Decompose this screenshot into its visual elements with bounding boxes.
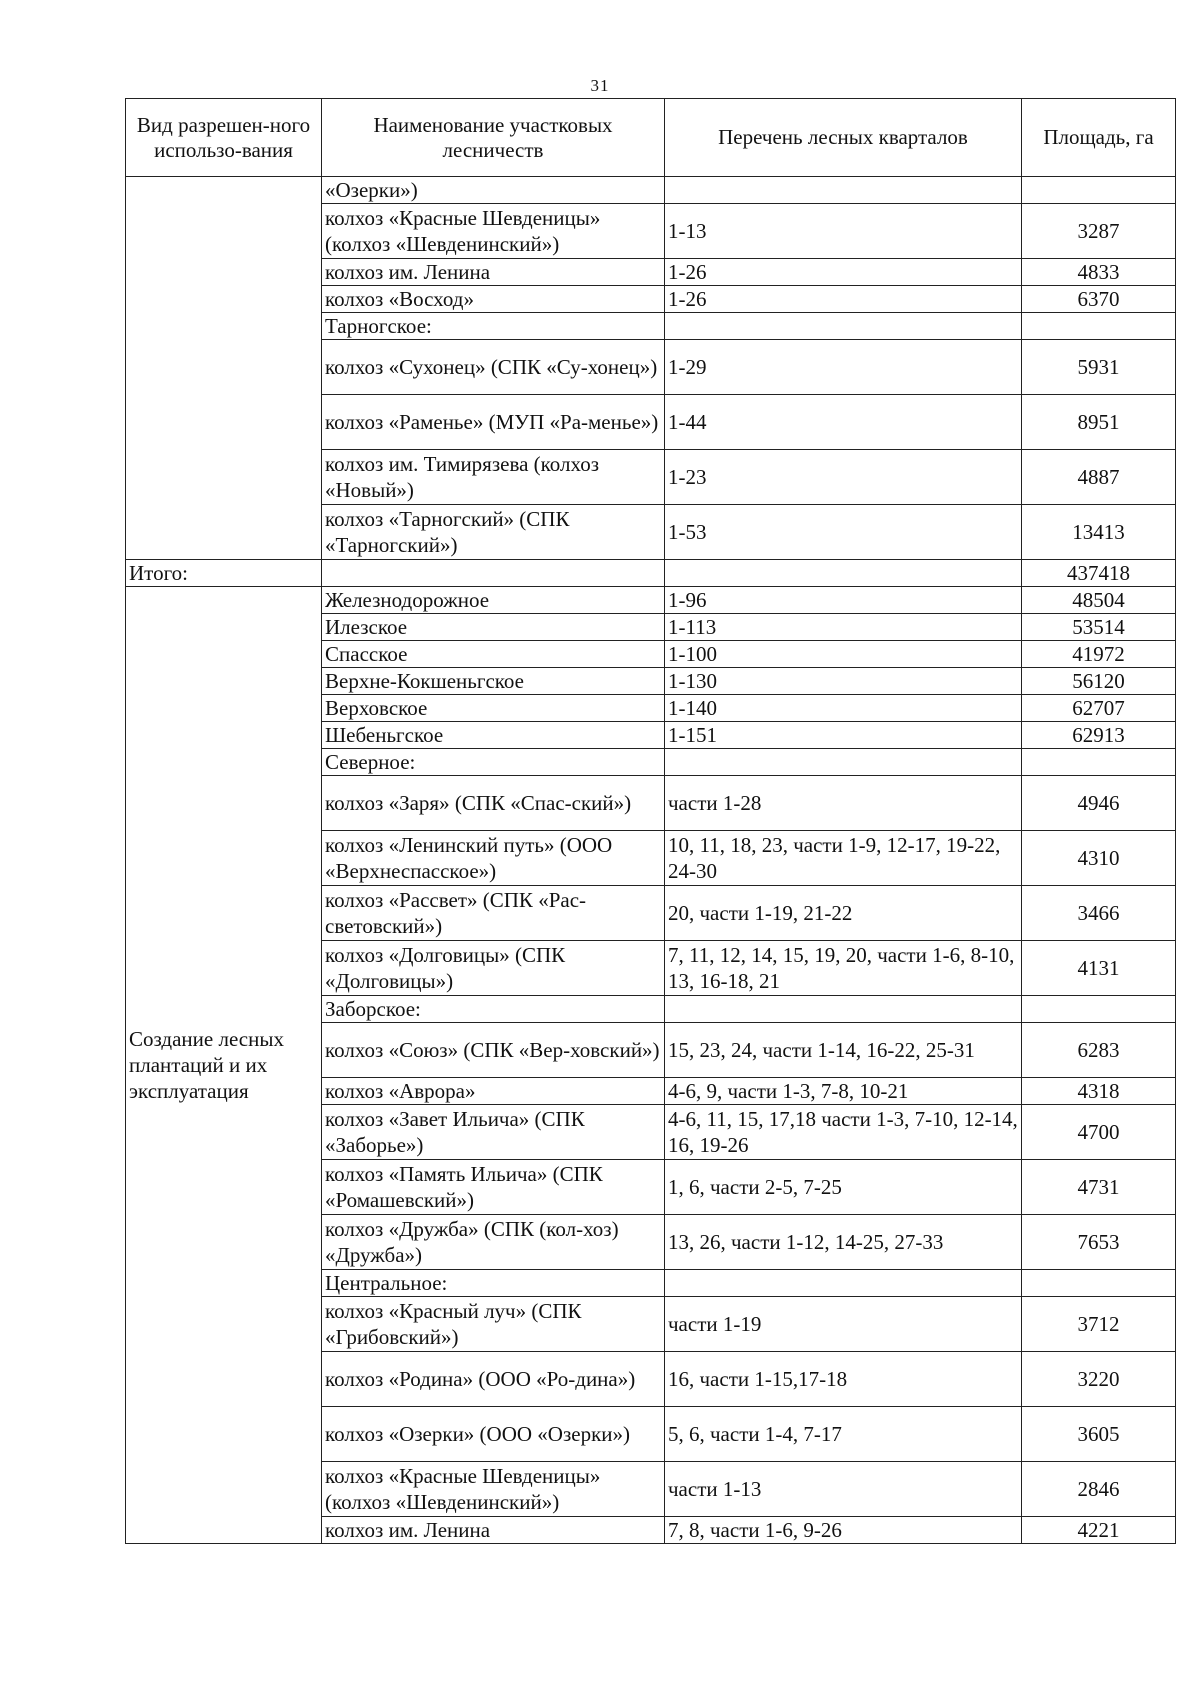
table-row <box>126 587 1176 614</box>
quarters-cell: части 1-13 <box>665 1462 1022 1517</box>
area-cell: 4887 <box>1022 450 1176 505</box>
district-name-cell: колхоз «Завет Ильича» (СПК «Заборье») <box>322 1105 665 1160</box>
district-name-cell: колхоз «Восход» <box>322 286 665 313</box>
header-quarters-list: Перечень лесных кварталов <box>665 99 1022 177</box>
district-name-cell: Верхне-Кокшеньгское <box>322 668 665 695</box>
area-cell: 4310 <box>1022 831 1176 886</box>
quarters-cell: 1-96 <box>665 587 1022 614</box>
district-name-cell: Шебеньгское <box>322 722 665 749</box>
quarters-cell <box>665 177 1022 204</box>
area-cell: 4946 <box>1022 776 1176 831</box>
area-cell: 7653 <box>1022 1215 1176 1270</box>
quarters-cell: 13, 26, части 1-12, 14-25, 27-33 <box>665 1215 1022 1270</box>
quarters-cell: 1-26 <box>665 259 1022 286</box>
quarters-cell: 1-44 <box>665 395 1022 450</box>
district-name-cell: Северное: <box>322 749 665 776</box>
area-cell <box>1022 177 1176 204</box>
district-name-cell: колхоз «Ленинский путь» (ООО «Верхнеспасское») <box>322 831 665 886</box>
table-header-row <box>126 99 1176 177</box>
district-name-cell: колхоз «Красные Шевденицы» (колхоз «Шевденинский») <box>322 1462 665 1517</box>
district-name-cell: колхоз «Раменье» (МУП «Ра-менье») <box>322 395 665 450</box>
quarters-cell <box>665 313 1022 340</box>
area-cell: 3712 <box>1022 1297 1176 1352</box>
page-number: 31 <box>590 76 610 95</box>
quarters-cell: 1-151 <box>665 722 1022 749</box>
district-name-cell: колхоз «Красные Шевденицы» (колхоз «Шевденинский») <box>322 204 665 259</box>
quarters-cell: 20, части 1-19, 21-22 <box>665 886 1022 941</box>
area-cell: 3220 <box>1022 1352 1176 1407</box>
quarters-cell <box>665 1270 1022 1297</box>
district-name-cell: Железнодорожное <box>322 587 665 614</box>
area-cell: 6283 <box>1022 1023 1176 1078</box>
area-cell <box>1022 313 1176 340</box>
area-cell: 53514 <box>1022 614 1176 641</box>
total-area: 437418 <box>1022 560 1176 587</box>
district-name-cell: Спасское <box>322 641 665 668</box>
district-name-cell: колхоз «Красный луч» (СПК «Грибовский») <box>322 1297 665 1352</box>
area-cell: 4131 <box>1022 941 1176 996</box>
area-cell: 3466 <box>1022 886 1176 941</box>
district-name-cell: колхоз «Союз» (СПК «Вер-ховский») <box>322 1023 665 1078</box>
area-cell: 4318 <box>1022 1078 1176 1105</box>
quarters-cell: 1-26 <box>665 286 1022 313</box>
quarters-cell: 1-13 <box>665 204 1022 259</box>
quarters-cell <box>665 749 1022 776</box>
district-name-cell: колхоз им. Ленина <box>322 259 665 286</box>
quarters-cell: 1-113 <box>665 614 1022 641</box>
area-cell: 4731 <box>1022 1160 1176 1215</box>
district-name-cell: Верховское <box>322 695 665 722</box>
usage-type-plantations: Создание лесных плантаций и их эксплуатация <box>126 587 322 1544</box>
district-name-cell: колхоз «Память Ильича» (СПК «Ромашевский») <box>322 1160 665 1215</box>
area-cell: 56120 <box>1022 668 1176 695</box>
district-name-cell: колхоз им. Ленина <box>322 1517 665 1544</box>
quarters-cell: 1-23 <box>665 450 1022 505</box>
district-name-cell: колхоз «Родина» (ООО «Ро-дина») <box>322 1352 665 1407</box>
area-cell: 4221 <box>1022 1517 1176 1544</box>
forest-quarters-table <box>125 98 1176 1544</box>
area-cell <box>1022 1270 1176 1297</box>
quarters-cell: 10, 11, 18, 23, части 1-9, 12-17, 19-22, 24-30 <box>665 831 1022 886</box>
header-usage-type: Вид разрешен-ного использо-вания <box>126 99 322 177</box>
quarters-cell: 15, 23, 24, части 1-14, 16-22, 25-31 <box>665 1023 1022 1078</box>
quarters-cell: 1-53 <box>665 505 1022 560</box>
quarters-cell: 1-100 <box>665 641 1022 668</box>
total-empty-cell <box>665 560 1022 587</box>
district-name-cell: Тарногское: <box>322 313 665 340</box>
district-name-cell: колхоз «Аврора» <box>322 1078 665 1105</box>
district-name-cell: «Озерки») <box>322 177 665 204</box>
quarters-cell: 1-29 <box>665 340 1022 395</box>
district-name-cell: колхоз им. Тимирязева (колхоз «Новый») <box>322 450 665 505</box>
area-cell: 62707 <box>1022 695 1176 722</box>
header-district-name: Наименование участковых лесничеств <box>322 99 665 177</box>
district-name-cell: колхоз «Дружба» (СПК (кол-хоз) «Дружба») <box>322 1215 665 1270</box>
total-label: Итого: <box>126 560 322 587</box>
total-row <box>126 560 1176 587</box>
district-name-cell: колхоз «Заря» (СПК «Спас-ский») <box>322 776 665 831</box>
area-cell: 48504 <box>1022 587 1176 614</box>
area-cell: 62913 <box>1022 722 1176 749</box>
area-cell: 6370 <box>1022 286 1176 313</box>
usage-type-continued-cell <box>126 177 322 560</box>
header-area: Площадь, га <box>1022 99 1176 177</box>
district-name-cell: колхоз «Тарногский» (СПК «Тарногский») <box>322 505 665 560</box>
area-cell: 13413 <box>1022 505 1176 560</box>
district-name-cell: колхоз «Рассвет» (СПК «Рас-световский») <box>322 886 665 941</box>
quarters-cell: 1-140 <box>665 695 1022 722</box>
district-name-cell: Илезское <box>322 614 665 641</box>
quarters-cell: 1-130 <box>665 668 1022 695</box>
quarters-cell: 4-6, 11, 15, 17,18 части 1-3, 7-10, 12-14, 16, 19-26 <box>665 1105 1022 1160</box>
district-name-cell: Заборское: <box>322 996 665 1023</box>
area-cell: 8951 <box>1022 395 1176 450</box>
quarters-cell: части 1-28 <box>665 776 1022 831</box>
district-name-cell: колхоз «Озерки» (ООО «Озерки») <box>322 1407 665 1462</box>
quarters-cell: 4-6, 9, части 1-3, 7-8, 10-21 <box>665 1078 1022 1105</box>
quarters-cell <box>665 996 1022 1023</box>
area-cell: 2846 <box>1022 1462 1176 1517</box>
quarters-cell: 7, 11, 12, 14, 15, 19, 20, части 1-6, 8-10, 13, 16-18, 21 <box>665 941 1022 996</box>
area-cell: 3287 <box>1022 204 1176 259</box>
area-cell: 5931 <box>1022 340 1176 395</box>
quarters-cell: 1, 6, части 2-5, 7-25 <box>665 1160 1022 1215</box>
quarters-cell: 5, 6, части 1-4, 7-17 <box>665 1407 1022 1462</box>
area-cell <box>1022 996 1176 1023</box>
total-empty-cell <box>322 560 665 587</box>
quarters-cell: 16, части 1-15,17-18 <box>665 1352 1022 1407</box>
area-cell: 3605 <box>1022 1407 1176 1462</box>
area-cell <box>1022 749 1176 776</box>
area-cell: 4700 <box>1022 1105 1176 1160</box>
district-name-cell: колхоз «Долговицы» (СПК «Долговицы») <box>322 941 665 996</box>
district-name-cell: колхоз «Сухонец» (СПК «Су-хонец») <box>322 340 665 395</box>
quarters-cell: части 1-19 <box>665 1297 1022 1352</box>
district-name-cell: Центральное: <box>322 1270 665 1297</box>
quarters-cell: 7, 8, части 1-6, 9-26 <box>665 1517 1022 1544</box>
table-row <box>126 177 1176 204</box>
area-cell: 4833 <box>1022 259 1176 286</box>
area-cell: 41972 <box>1022 641 1176 668</box>
